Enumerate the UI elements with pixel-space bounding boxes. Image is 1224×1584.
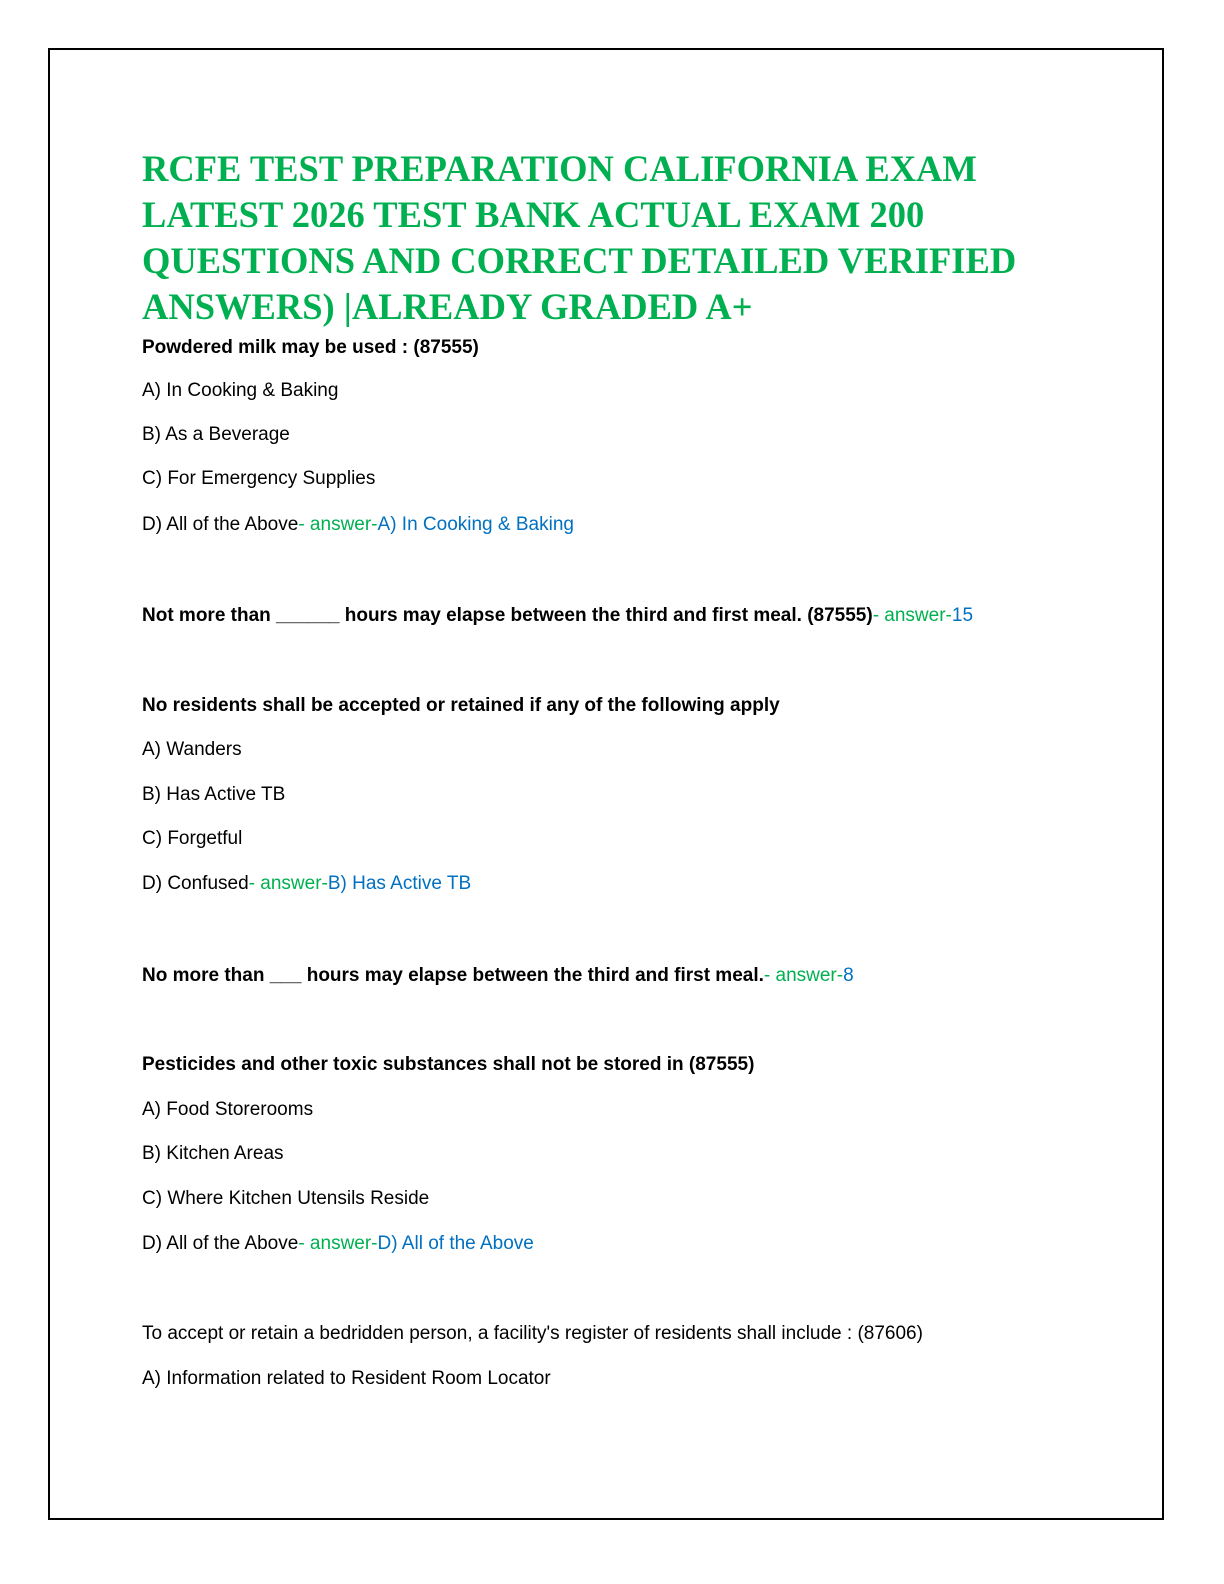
question-4-row xyxy=(142,964,854,988)
title-line-1: RCFE TEST PREPARATION CALIFORNIA EXAM xyxy=(142,148,977,189)
document-title xyxy=(142,146,1042,330)
question-5: Pesticides and other toxic substances shall not be stored in (87555) xyxy=(142,1054,755,1075)
q5-option-d: D) All of the Above xyxy=(142,1233,299,1254)
question-4: No more than ___ hours may elapse between the third and first meal. xyxy=(142,965,764,986)
q5-answer-label: - answer- xyxy=(298,1233,378,1254)
q3-answer-value: B) Has Active TB xyxy=(327,873,472,894)
q5-option-a: A) Food Storerooms xyxy=(142,1099,314,1120)
q3-option-d: D) Confused xyxy=(142,873,249,894)
q3-option-c: C) Forgetful xyxy=(142,828,243,849)
q3-option-b: B) Has Active TB xyxy=(142,784,286,805)
title-line-4: ANSWERS) |ALREADY GRADED A+ xyxy=(142,286,753,327)
title-line-3: QUESTIONS AND CORRECT DETAILED VERIFIED xyxy=(142,240,1017,281)
q2-answer-label: - answer- xyxy=(872,605,952,626)
question-6: To accept or retain a bedridden person, a facility's register of residents shall include : (87606) xyxy=(142,1323,923,1344)
q5-option-c: C) Where Kitchen Utensils Reside xyxy=(142,1188,430,1209)
q2-answer-value: 15 xyxy=(951,605,974,626)
q1-answer-label: - answer- xyxy=(298,514,378,535)
q5-option-d-row xyxy=(142,1232,534,1256)
q6-option-a: A) Information related to Resident Room Locator xyxy=(142,1368,551,1389)
q1-option-b: B) As a Beverage xyxy=(142,424,290,445)
q3-answer-label: - answer- xyxy=(248,873,328,894)
q3-option-a: A) Wanders xyxy=(142,739,242,760)
question-2: Not more than ______ hours may elapse between the third and first meal. (87555) xyxy=(142,605,873,626)
q1-option-c: C) For Emergency Supplies xyxy=(142,468,376,489)
question-2-row xyxy=(142,604,973,628)
q1-option-d: D) All of the Above xyxy=(142,514,299,535)
q4-answer-value: 8 xyxy=(843,965,854,986)
question-1: Powdered milk may be used : (87555) xyxy=(142,337,479,358)
q3-option-d-row xyxy=(142,872,471,896)
q1-option-a: A) In Cooking & Baking xyxy=(142,380,339,401)
q1-option-d-row xyxy=(142,513,574,537)
question-3: No residents shall be accepted or retained if any of the following apply xyxy=(142,695,780,716)
title-line-2: LATEST 2026 TEST BANK ACTUAL EXAM 200 xyxy=(142,194,925,235)
q5-answer-value: D) All of the Above xyxy=(377,1233,534,1254)
q1-answer-value: A) In Cooking & Baking xyxy=(377,514,574,535)
q5-option-b: B) Kitchen Areas xyxy=(142,1143,284,1164)
q4-answer-label: - answer- xyxy=(763,965,844,986)
